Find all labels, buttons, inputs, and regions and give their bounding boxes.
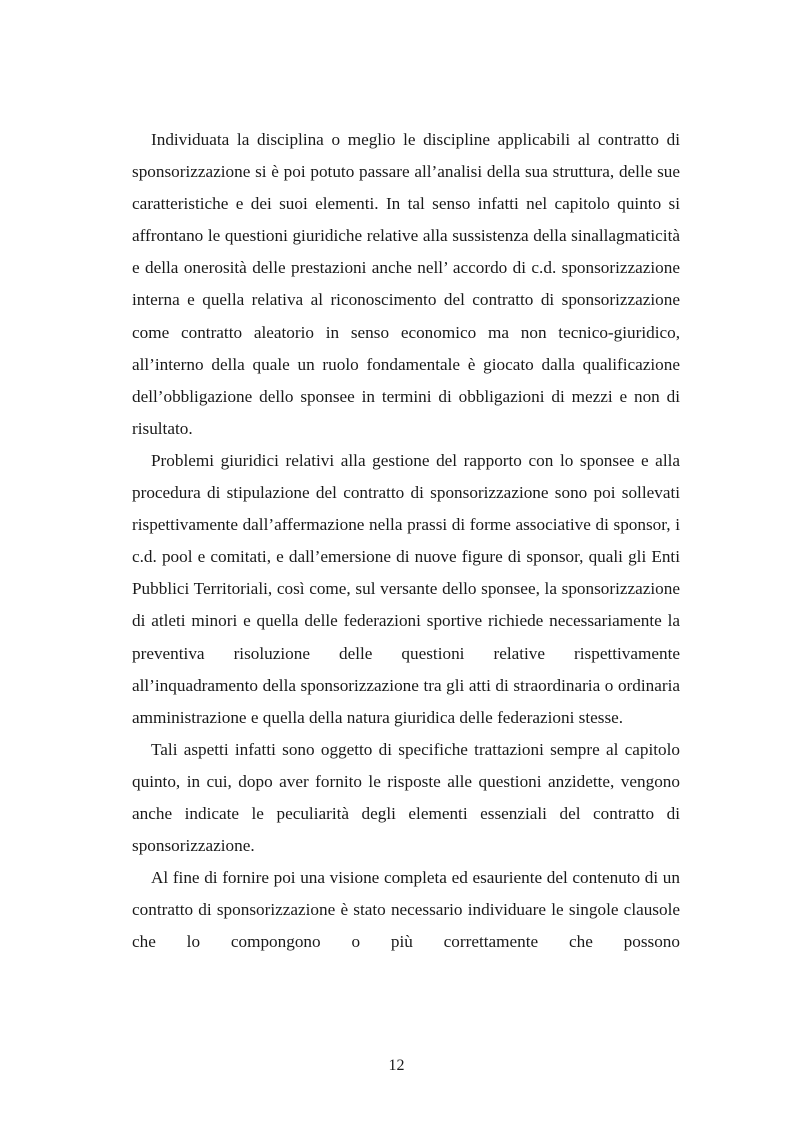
paragraph-3: Tali aspetti infatti sono oggetto di specifiche trattazioni sempre al capitolo quinto, in cui, dopo aver fornito le risposte alle questioni anzidette, vengono anche indicate le peculiarità degli elementi essenziali del contratto di sponsorizzazione. bbox=[132, 739, 680, 856]
body-text bbox=[132, 124, 680, 958]
paragraph-4: Al fine di fornire poi una visione completa ed esauriente del contenuto di un contratto di sponsorizzazione è stato necessario individuare le singole clausole che lo compongono o più correttamente che possono bbox=[132, 868, 680, 952]
paragraph-1: Individuata la disciplina o meglio le discipline applicabili al contratto di sponsorizzazione si è poi potuto passare all’analisi della sua struttura, delle sue caratteristiche e dei suoi elementi. In tal senso infatti nel capitolo quinto si affrontano le questioni giuridiche relative alla sussistenza della sinallagmaticità e della onerosità delle prestazioni anche nell’ accordo di c.d. sponsorizzazione interna e quella relativa al riconoscimento del contratto di sponsorizzazione come contratto aleatorio in senso economico ma non tecnico-giuridico, all’interno della quale un ruolo fondamentale è giocato dalla qualificazione dell’obbligazione dello sponsee in termini di obbligazioni di mezzi e non di risultato. bbox=[132, 130, 680, 438]
paragraph-2: Problemi giuridici relativi alla gestione del rapporto con lo sponsee e alla procedura di stipulazione del contratto di sponsorizzazione sono poi sollevati rispettivamente dall’affermazione nella prassi di forme associative di sponsor, i c.d. pool e comitati, e dall’emersione di nuove figure di sponsor, quali gli Enti Pubblici Territoriali, così come, sul versante dello sponsee, la sponsorizzazione di atleti minori e quella delle federazioni sportive richiede necessariamente la preventiva risoluzione delle questioni relative rispettivamente all’inquadramento della sponsorizzazione tra gli atti di straordinaria o ordinaria amministrazione e quella della natura giuridica delle federazioni stesse. bbox=[132, 450, 680, 727]
page-number: 12 bbox=[388, 1057, 405, 1074]
